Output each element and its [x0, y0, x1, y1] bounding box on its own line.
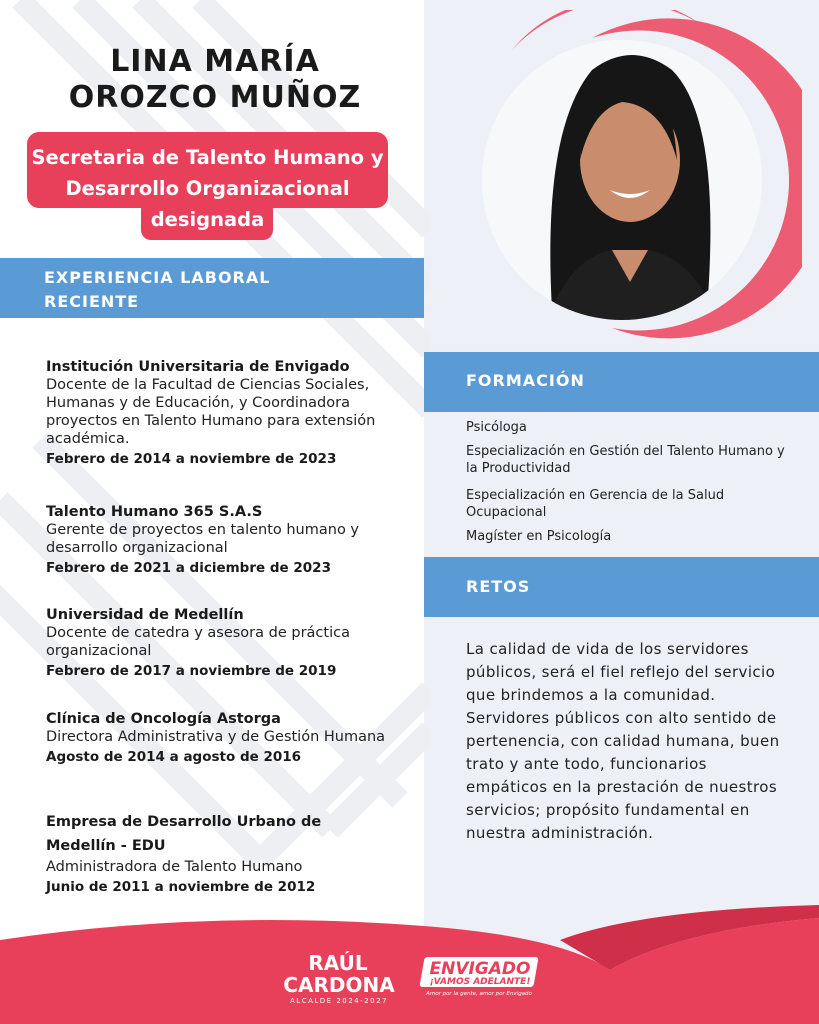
envigado-logo: [418, 955, 538, 1005]
formation-item: Especialización en Gerencia de la Salud Ocupacional: [466, 488, 725, 520]
experience-date: Junio de 2011 a noviembre de 2012: [46, 879, 316, 895]
experience-org: Clínica de Oncología Astorga: [46, 711, 281, 727]
logo-slogan: ¡VAMOS ADELANTE!: [429, 977, 531, 987]
footer-wave: [0, 900, 819, 1024]
experience-date: Febrero de 2017 a noviembre de 2019: [46, 663, 337, 679]
experience-org: Universidad de Medellín: [46, 607, 244, 623]
experience-org: Empresa de Desarrollo Urbano de Medellín - EDU: [46, 814, 322, 854]
role-line-3: designada: [150, 208, 265, 231]
experience-desc: Directora Administrativa y de Gestión Humana: [46, 729, 386, 745]
brand-subtitle: ALCALDE 2024-2027: [290, 997, 388, 1005]
person-name-last: OROZCO MUÑOZ: [68, 80, 362, 115]
role-badge: [27, 132, 388, 240]
role-line-2: Desarrollo Organizacional: [65, 177, 350, 200]
experience-item: [46, 710, 406, 766]
challenges-text: La calidad de vida de los servidores públicos, será el fiel reflejo del servicio que brindemos a la comunidad. Servidores públicos con alto sentido de pertenencia, con calidad humana, buen trato y ante todo, funcionarios empáticos en la prestación de nuestros servicios; propósito fundamental en nuestra administración.: [466, 640, 780, 842]
experience-desc: Administradora de Talento Humano: [46, 859, 303, 875]
challenges-title: RETOS: [466, 577, 531, 596]
person-name-first: LINA MARÍA: [110, 44, 320, 79]
formation-item: Especialización en Gestión del Talento Humano y la Productividad: [466, 444, 785, 476]
experience-date: Agosto de 2014 a agosto de 2016: [46, 749, 302, 765]
experience-item: [46, 810, 406, 896]
experience-desc: Docente de catedra y asesora de práctica organizacional: [46, 625, 350, 659]
experience-date: Febrero de 2021 a diciembre de 2023: [46, 560, 331, 576]
experience-org: Institución Universitaria de Envigado: [46, 359, 350, 375]
brand-name-last: CARDONA: [283, 973, 395, 997]
formation-item: Magíster en Psicología: [466, 529, 612, 544]
formation-title: FORMACIÓN: [466, 371, 585, 390]
experience-desc: Docente de la Facultad de Ciencias Sociales, Humanas y de Educación, y Coordinadora proyectos en Talento Humano para extensión académica.: [46, 377, 376, 447]
logo-title: ENVIGADO: [429, 959, 531, 979]
experience-date: Febrero de 2014 a noviembre de 2023: [46, 451, 337, 467]
experience-item: [46, 503, 406, 577]
experience-title-line-1: EXPERIENCIA LABORAL: [44, 268, 271, 287]
portrait-photo: [472, 10, 802, 340]
experience-section-header: [0, 258, 424, 318]
brand-name-first: RAÚL: [308, 951, 368, 975]
formation-section-header: [424, 352, 819, 412]
experience-desc: Gerente de proyectos en talento humano y desarrollo organizacional: [46, 522, 360, 556]
logo-tagline: Amor por la gente, amor por Envigado: [426, 991, 532, 997]
experience-org: Talento Humano 365 S.A.S: [46, 504, 263, 520]
experience-title-line-2: RECIENTE: [44, 292, 140, 311]
challenges-section-header: [424, 557, 819, 617]
formation-item: Psicóloga: [466, 420, 527, 435]
role-line-1: Secretaria de Talento Humano y: [31, 146, 384, 169]
experience-item: [46, 606, 406, 680]
experience-item: [46, 358, 406, 468]
